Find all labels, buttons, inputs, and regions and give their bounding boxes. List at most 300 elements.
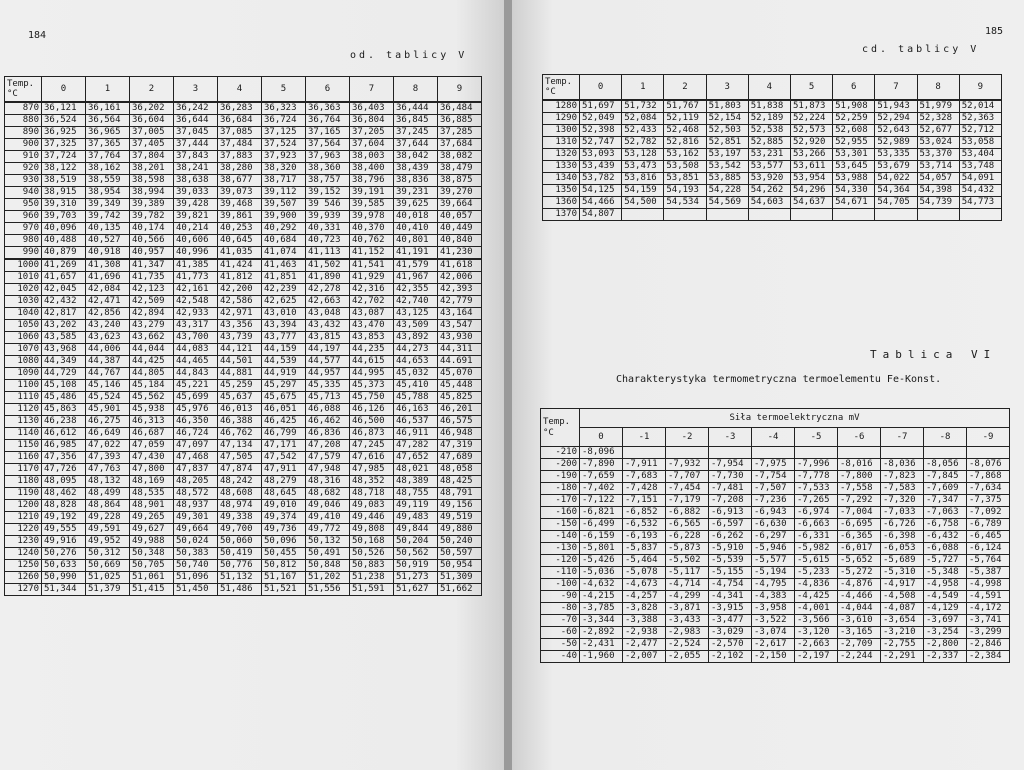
- table-cell: 53,542: [706, 161, 748, 173]
- table-cell: 39,664: [438, 199, 482, 211]
- table-cell: 45,486: [42, 392, 86, 404]
- table-cell: 48,608: [218, 488, 262, 500]
- table-cell: 38,915: [42, 187, 86, 199]
- table-cell: 45,221: [174, 380, 218, 392]
- table-row: [5, 163, 482, 175]
- table-cell: 42,740: [394, 296, 438, 308]
- table-cell: -2,337: [924, 651, 967, 663]
- table-cell: 42,779: [438, 296, 482, 308]
- table-cell: -8,036: [881, 459, 924, 471]
- table-row: [5, 536, 482, 548]
- table-cell: 37,724: [42, 151, 86, 163]
- table-cell: 36,885: [438, 115, 482, 127]
- table-cell: 44,197: [306, 344, 350, 356]
- table-cell: 41,152: [350, 247, 394, 260]
- table-cell: 40,645: [218, 235, 262, 247]
- table-cell: 37,085: [218, 127, 262, 139]
- table-cell: 48,242: [218, 476, 262, 488]
- table-cell: 37,764: [86, 151, 130, 163]
- table-cell: 50,491: [306, 548, 350, 560]
- table-cell: 52,224: [790, 113, 832, 125]
- table-cell: -4,425: [795, 591, 838, 603]
- table-cell: 41,463: [262, 259, 306, 272]
- table-cell: 42,200: [218, 284, 262, 296]
- table-vi: [540, 408, 1010, 663]
- row-temperature: 1370: [543, 209, 580, 221]
- table-cell: 43,623: [86, 332, 130, 344]
- table-cell: -7,634: [967, 483, 1010, 495]
- column-header: 7: [350, 77, 394, 103]
- table-cell: 44,311: [438, 344, 482, 356]
- table-cell: 47,393: [86, 452, 130, 464]
- column-header: 3: [174, 77, 218, 103]
- table-cell: 40,057: [438, 211, 482, 223]
- table-cell: 43,968: [42, 344, 86, 356]
- table-cell: 40,606: [174, 235, 218, 247]
- table-cell: 38,638: [174, 175, 218, 187]
- table-cell: 52,538: [748, 125, 790, 137]
- row-temperature: 1320: [543, 149, 580, 161]
- table-row: [5, 320, 482, 332]
- table-row: [543, 125, 1002, 137]
- row-temperature: 1200: [5, 500, 42, 512]
- table-cell: 46,575: [438, 416, 482, 428]
- table-cell: 39,231: [394, 187, 438, 199]
- table-cell: -5,689: [881, 555, 924, 567]
- table-cell: 51,025: [86, 572, 130, 584]
- table-cell: 39,782: [130, 211, 174, 223]
- table-cell: -6,331: [795, 531, 838, 543]
- table-cell: -7,778: [795, 471, 838, 483]
- row-temperature: -130: [541, 543, 580, 555]
- row-temperature: 950: [5, 199, 42, 211]
- table-cell: 53,988: [833, 173, 875, 185]
- table-cell: 48,755: [394, 488, 438, 500]
- table-cell: 46,163: [394, 404, 438, 416]
- table-cell: 43,509: [394, 320, 438, 332]
- table-cell: -2,663: [795, 639, 838, 651]
- table-cell: 36,283: [218, 102, 262, 115]
- table-cell: 42,817: [42, 308, 86, 320]
- table-cell: 36,484: [438, 102, 482, 115]
- table-cell: 38,042: [394, 151, 438, 163]
- table-cell: 46,051: [262, 404, 306, 416]
- row-temperature: 1090: [5, 368, 42, 380]
- table-cell: 44,539: [262, 356, 306, 368]
- row-temperature: 1040: [5, 308, 42, 320]
- table-cell: 54,534: [664, 197, 706, 209]
- row-temperature: 990: [5, 247, 42, 260]
- table-cell: 44,805: [130, 368, 174, 380]
- table-cell: [752, 447, 795, 459]
- table-cell: 46,948: [438, 428, 482, 440]
- table-row: [541, 447, 1010, 459]
- table-cell: 38,677: [218, 175, 262, 187]
- table-cell: 41,890: [306, 272, 350, 284]
- table-cell: 53,473: [622, 161, 664, 173]
- table-cell: 46,985: [42, 440, 86, 452]
- table-cell: 44,729: [42, 368, 86, 380]
- table-cell: 44,615: [350, 356, 394, 368]
- table-cell: 38,796: [350, 175, 394, 187]
- table-cell: 46,762: [218, 428, 262, 440]
- column-header: -3: [709, 428, 752, 447]
- table-cell: 43,700: [174, 332, 218, 344]
- table-cell: 45,259: [218, 380, 262, 392]
- table-cell: 45,335: [306, 380, 350, 392]
- table-cell: 51,732: [622, 100, 664, 113]
- table-cell: -6,789: [967, 519, 1010, 531]
- table-cell: 49,916: [42, 536, 86, 548]
- table-cell: 53,679: [875, 161, 917, 173]
- table-cell: 39,073: [218, 187, 262, 199]
- table-cell: -7,659: [580, 471, 623, 483]
- table-cell: 36,845: [394, 115, 438, 127]
- row-temperature: 930: [5, 175, 42, 187]
- table-cell: 48,974: [218, 500, 262, 512]
- table-cell: 49,483: [394, 512, 438, 524]
- row-temperature: 1120: [5, 404, 42, 416]
- table-cell: 51,697: [580, 100, 622, 113]
- table-row: [541, 519, 1010, 531]
- column-header: 0: [580, 428, 623, 447]
- table-cell: -6,532: [623, 519, 666, 531]
- table-cell: 54,091: [959, 173, 1001, 185]
- table-cell: 40,174: [130, 223, 174, 235]
- table-cell: -3,165: [838, 627, 881, 639]
- table-cell: 45,146: [86, 380, 130, 392]
- row-temperature: -90: [541, 591, 580, 603]
- table-cell: 53,093: [580, 149, 622, 161]
- column-header: 1: [622, 75, 664, 101]
- table-cell: -2,102: [709, 651, 752, 663]
- table-cell: 52,747: [580, 137, 622, 149]
- table-cell: -5,502: [666, 555, 709, 567]
- table-cell: 49,952: [86, 536, 130, 548]
- table-cell: 40,135: [86, 223, 130, 235]
- table-row: [541, 507, 1010, 519]
- table-cell: 51,273: [394, 572, 438, 584]
- row-temperature: 1060: [5, 332, 42, 344]
- table-cell: 51,803: [706, 100, 748, 113]
- table-cell: 50,419: [218, 548, 262, 560]
- table-cell: 44,995: [350, 368, 394, 380]
- table-cell: 50,204: [394, 536, 438, 548]
- table-cell: -7,954: [709, 459, 752, 471]
- table-cell: 37,484: [218, 139, 262, 151]
- row-temperature: 1350: [543, 185, 580, 197]
- table-cell: -7,533: [795, 483, 838, 495]
- table-cell: 47,282: [394, 440, 438, 452]
- table-cell: 41,929: [350, 272, 394, 284]
- table-cell: 45,675: [262, 392, 306, 404]
- table-cell: -6,726: [881, 519, 924, 531]
- table-cell: -7,151: [623, 495, 666, 507]
- table-cell: 45,562: [130, 392, 174, 404]
- table-row: [5, 392, 482, 404]
- table-cell: 50,740: [174, 560, 218, 572]
- table-cell: 54,773: [959, 197, 1001, 209]
- table-cell: 41,502: [306, 259, 350, 272]
- table-cell: 47,616: [350, 452, 394, 464]
- table-cell: 49,880: [438, 524, 482, 536]
- table-cell: 52,363: [959, 113, 1001, 125]
- column-header: 8: [917, 75, 959, 101]
- table-cell: -4,795: [752, 579, 795, 591]
- table-cell: -7,179: [666, 495, 709, 507]
- table-cell: 45,863: [42, 404, 86, 416]
- table-row: [541, 567, 1010, 579]
- table-cell: 45,184: [130, 380, 174, 392]
- table-cell: -6,695: [838, 519, 881, 531]
- table-cell: 49,228: [86, 512, 130, 524]
- table-cell: 44,577: [306, 356, 350, 368]
- table-cell: 54,500: [622, 197, 664, 209]
- temp-label: Temp.: [7, 79, 35, 89]
- table-cell: 51,309: [438, 572, 482, 584]
- table-cell: 43,585: [42, 332, 86, 344]
- column-header: 2: [130, 77, 174, 103]
- table-cell: [706, 209, 748, 221]
- table-cell: 43,432: [306, 320, 350, 332]
- table-cell: 46,238: [42, 416, 86, 428]
- table-row: [5, 500, 482, 512]
- table-cell: 44,425: [130, 356, 174, 368]
- table-cell: 38,836: [394, 175, 438, 187]
- table-cell: -4,754: [709, 579, 752, 591]
- table-cell: -6,974: [795, 507, 838, 519]
- table-cell: 39,112: [262, 187, 306, 199]
- table-cell: 41,967: [394, 272, 438, 284]
- row-temperature: 1010: [5, 272, 42, 284]
- table-cell: 37,165: [306, 127, 350, 139]
- table-cell: 50,312: [86, 548, 130, 560]
- table-cell: 39,703: [42, 211, 86, 223]
- table-cell: -7,375: [967, 495, 1010, 507]
- table-cell: 51,344: [42, 584, 86, 596]
- table-cell: 50,240: [438, 536, 482, 548]
- row-temperature: 1220: [5, 524, 42, 536]
- table-cell: 41,347: [130, 259, 174, 272]
- column-header: 7: [875, 75, 917, 101]
- row-temperature: 1170: [5, 464, 42, 476]
- table-row: [5, 151, 482, 163]
- table-vi-header-row: [541, 428, 1010, 447]
- table-cell: 46,013: [218, 404, 262, 416]
- row-temperature: 1160: [5, 452, 42, 464]
- table-cell: 37,325: [42, 139, 86, 151]
- table-cell: 47,726: [42, 464, 86, 476]
- table-cell: 53,748: [959, 161, 1001, 173]
- table-cell: 52,468: [664, 125, 706, 137]
- table-cell: 41,230: [438, 247, 482, 260]
- table-cell: 50,455: [262, 548, 306, 560]
- table-cell: 37,365: [86, 139, 130, 151]
- table-cell: -7,823: [881, 471, 924, 483]
- table-row: [5, 380, 482, 392]
- table-cell: 54,125: [580, 185, 622, 197]
- table-cell: 43,240: [86, 320, 130, 332]
- row-temperature: -70: [541, 615, 580, 627]
- table-row: [5, 127, 482, 139]
- table-cell: 54,739: [917, 197, 959, 209]
- table-cell: -6,262: [709, 531, 752, 543]
- table-cell: 47,134: [218, 440, 262, 452]
- temp-unit: °C: [543, 427, 554, 438]
- table-cell: -6,124: [967, 543, 1010, 555]
- table-cell: -4,215: [580, 591, 623, 603]
- table-cell: 42,548: [174, 296, 218, 308]
- table-cell: -7,033: [881, 507, 924, 519]
- table-cell: 53,885: [706, 173, 748, 185]
- table-cell: 43,853: [350, 332, 394, 344]
- table-cell: 47,985: [350, 464, 394, 476]
- table-cell: 41,579: [394, 259, 438, 272]
- table-cell: 41,424: [218, 259, 262, 272]
- table-cell: -2,570: [709, 639, 752, 651]
- table-cell: 43,125: [394, 308, 438, 320]
- table-cell: 48,682: [306, 488, 350, 500]
- table-cell: 38,717: [262, 175, 306, 187]
- table-cell: [748, 209, 790, 221]
- table-cell: -6,630: [752, 519, 795, 531]
- table-cell: 53,266: [790, 149, 832, 161]
- table-cell: 49,591: [86, 524, 130, 536]
- table-cell: 47,800: [130, 464, 174, 476]
- row-temperature: -200: [541, 459, 580, 471]
- table-cell: -3,741: [967, 615, 1010, 627]
- column-header: -9: [967, 428, 1010, 447]
- table-cell: 38,479: [438, 163, 482, 175]
- table-cell: -7,707: [666, 471, 709, 483]
- table-row: [5, 440, 482, 452]
- table-cell: -2,709: [838, 639, 881, 651]
- table-cell: 51,943: [875, 100, 917, 113]
- table-cell: 38,559: [86, 175, 130, 187]
- table-cell: 47,097: [174, 440, 218, 452]
- table-cell: 42,084: [86, 284, 130, 296]
- table-cell: 36,323: [262, 102, 306, 115]
- table-row: [5, 428, 482, 440]
- column-header: 0: [42, 77, 86, 103]
- table-cell: 37,923: [262, 151, 306, 163]
- table-cell: 39,900: [262, 211, 306, 223]
- table-cell: 39,310: [42, 199, 86, 211]
- table-cell: 53,024: [917, 137, 959, 149]
- table-cell: [623, 447, 666, 459]
- table-cell: 45,637: [218, 392, 262, 404]
- table-cell: 48,499: [86, 488, 130, 500]
- row-temperature: -190: [541, 471, 580, 483]
- row-temperature: 1330: [543, 161, 580, 173]
- right-page-number: 185: [985, 26, 1004, 37]
- table-cell: -7,754: [752, 471, 795, 483]
- table-cell: 45,938: [130, 404, 174, 416]
- table-cell: -7,558: [838, 483, 881, 495]
- table-cell: 42,933: [174, 308, 218, 320]
- table-cell: 51,238: [350, 572, 394, 584]
- table-cell: -1,960: [580, 651, 623, 663]
- table-cell: 50,562: [394, 548, 438, 560]
- table-cell: 54,603: [748, 197, 790, 209]
- table-cell: -6,398: [881, 531, 924, 543]
- table-cell: 50,633: [42, 560, 86, 572]
- table-cell: 41,308: [86, 259, 130, 272]
- table-cell: 45,901: [86, 404, 130, 416]
- table-cell: -3,388: [623, 615, 666, 627]
- table-cell: 39,939: [306, 211, 350, 223]
- table-cell: -7,683: [623, 471, 666, 483]
- table-cell: 50,024: [174, 536, 218, 548]
- table-row: [541, 627, 1010, 639]
- row-temperature: 1190: [5, 488, 42, 500]
- row-temperature: 880: [5, 115, 42, 127]
- table-cell: 49,555: [42, 524, 86, 536]
- table-row: [5, 235, 482, 247]
- table-cell: -4,299: [666, 591, 709, 603]
- table-cell: -6,297: [752, 531, 795, 543]
- table-cell: -5,539: [709, 555, 752, 567]
- table-cell: -4,591: [967, 591, 1010, 603]
- row-temperature: 1360: [543, 197, 580, 209]
- table-cell: -5,764: [967, 555, 1010, 567]
- table-cell: -4,714: [666, 579, 709, 591]
- table-cell: 37,245: [394, 127, 438, 139]
- table-cell: -7,122: [580, 495, 623, 507]
- table-cell: [664, 209, 706, 221]
- table-cell: 53,162: [664, 149, 706, 161]
- table-cell: 49,010: [262, 500, 306, 512]
- row-temperature: -170: [541, 495, 580, 507]
- table-row: [5, 560, 482, 572]
- table-cell: 45,750: [350, 392, 394, 404]
- row-temperature: -160: [541, 507, 580, 519]
- table-cell: 42,702: [350, 296, 394, 308]
- table-cell: 47,505: [218, 452, 262, 464]
- table-cell: 50,669: [86, 560, 130, 572]
- table-cell: 47,245: [350, 440, 394, 452]
- table-cell: 36,684: [218, 115, 262, 127]
- table-cell: 39,033: [174, 187, 218, 199]
- table-cell: 53,954: [790, 173, 832, 185]
- row-temperature: 870: [5, 102, 42, 115]
- table-cell: 47,911: [262, 464, 306, 476]
- table-cell: 47,948: [306, 464, 350, 476]
- table-cell: 38,201: [130, 163, 174, 175]
- table-cell: 38,994: [130, 187, 174, 199]
- row-temperature: 1150: [5, 440, 42, 452]
- table-cell: 52,955: [833, 137, 875, 149]
- table-cell: 42,393: [438, 284, 482, 296]
- table-cell: 39,625: [394, 199, 438, 211]
- row-temperature: 1000: [5, 259, 42, 272]
- row-temperature: 960: [5, 211, 42, 223]
- table-cell: 40,723: [306, 235, 350, 247]
- table-cell: 49,338: [218, 512, 262, 524]
- table-cell: 48,791: [438, 488, 482, 500]
- table-cell: [959, 209, 1001, 221]
- table-cell: 52,608: [833, 125, 875, 137]
- table-row: [5, 344, 482, 356]
- row-temperature: 1340: [543, 173, 580, 185]
- table-cell: 47,763: [86, 464, 130, 476]
- table-row: [5, 139, 482, 151]
- table-cell: 48,316: [306, 476, 350, 488]
- table-cell: -2,431: [580, 639, 623, 651]
- table-cell: 54,569: [706, 197, 748, 209]
- table-cell: 43,317: [174, 320, 218, 332]
- temp-label: Temp.: [545, 77, 573, 87]
